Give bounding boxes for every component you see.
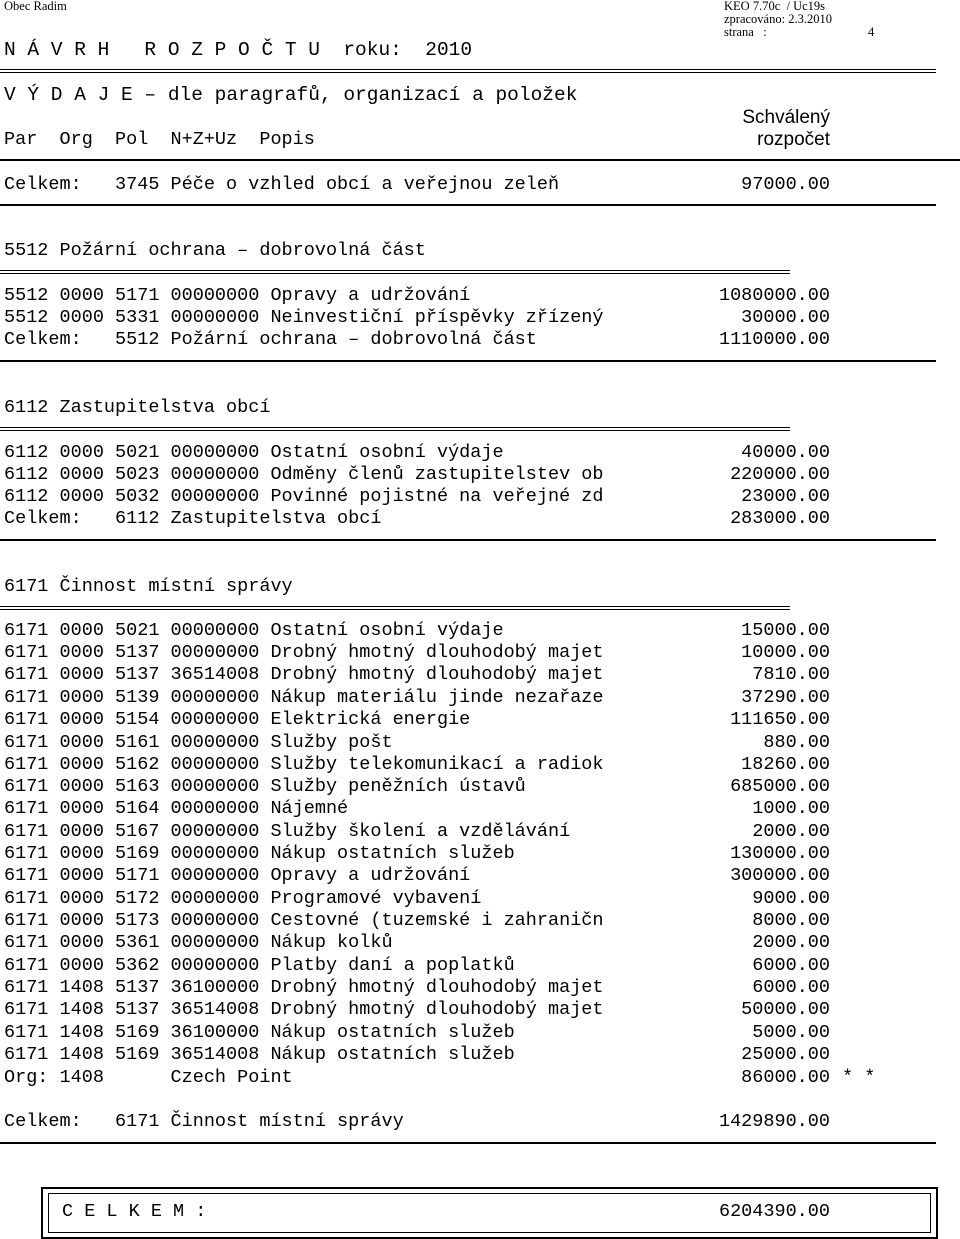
table-row: 6171 0000 5362 00000000 Platby daní a poplatků [4, 955, 515, 976]
grand-total-label: C E L K E M : [62, 1201, 207, 1222]
table-row: 6112 0000 5021 00000000 Ostatní osobní výdaje [4, 442, 504, 463]
section-rule [0, 360, 936, 362]
page-number: 4 [868, 25, 875, 39]
section-total-amount: 283000.00 [730, 508, 830, 529]
section-title-5512: 5512 Požární ochrana – dobrovolná část [4, 240, 426, 261]
section-double-rule [0, 606, 790, 610]
org-name: Obec Radim [4, 0, 67, 13]
report-title: N Á V R H R O Z P O Č T U roku: 2010 [4, 39, 473, 61]
row-amount: 37290.00 [741, 687, 830, 708]
section-total-label: Celkem: 5512 Požární ochrana – dobrovolná část [4, 329, 537, 350]
section-rule [0, 1142, 936, 1144]
table-row: 6112 0000 5032 00000000 Povinné pojistné na veřejné zd [4, 486, 604, 507]
section-total-amount: 1429890.00 [718, 1111, 830, 1132]
row-amount: 30000.00 [741, 307, 830, 328]
section-title-6112: 6112 Zastupitelstva obcí [4, 397, 271, 418]
section-total-label: Celkem: 6171 Činnost místní správy [4, 1111, 404, 1132]
row-amount: 2000.00 [752, 821, 830, 842]
title-double-rule [0, 69, 936, 73]
column-header-approved: Schválený [742, 107, 830, 128]
row-amount: 9000.00 [752, 888, 830, 909]
section-rule [0, 204, 936, 206]
table-row: 6171 1408 5169 36514008 Nákup ostatních služeb [4, 1044, 515, 1065]
row-amount: 880.00 [763, 732, 830, 753]
report-subtitle: V Ý D A J E – dle paragrafů, organizací a položek [4, 84, 578, 106]
header-rule [0, 159, 960, 161]
row-amount: 50000.00 [741, 999, 830, 1020]
page-label: strana : [724, 25, 767, 39]
org-subtotal-amount: 86000.00 [741, 1067, 830, 1088]
row-amount: 220000.00 [730, 464, 830, 485]
table-row: 6171 1408 5169 36100000 Nákup ostatních služeb [4, 1022, 515, 1043]
table-row: 6171 0000 5137 00000000 Drobný hmotný dlouhodobý majet [4, 642, 604, 663]
row-amount: 6000.00 [752, 955, 830, 976]
section-double-rule [0, 427, 790, 431]
prev-total-amount: 97000.00 [741, 174, 830, 195]
table-row: 6171 0000 5171 00000000 Opravy a udržování [4, 865, 471, 886]
table-row: 6171 1408 5137 36514008 Drobný hmotný dlouhodobý majet [4, 999, 604, 1020]
row-amount: 1080000.00 [718, 285, 830, 306]
processed-date: zpracováno: 2.3.2010 [724, 12, 832, 26]
table-row: 6171 0000 5154 00000000 Elektrická energie [4, 709, 471, 730]
org-subtotal-label: Org: 1408 Czech Point [4, 1067, 293, 1088]
table-row: 6171 0000 5361 00000000 Nákup kolků [4, 932, 393, 953]
column-headers: Par Org Pol N+Z+Uz Popis [4, 129, 315, 150]
table-row: 6171 0000 5161 00000000 Služby pošt [4, 732, 393, 753]
column-header-budget: rozpočet [757, 129, 830, 150]
table-row: 6171 0000 5167 00000000 Služby školení a vzdělávání [4, 821, 571, 842]
row-amount: 111650.00 [730, 709, 830, 730]
row-amount: 6000.00 [752, 977, 830, 998]
row-amount: 25000.00 [741, 1044, 830, 1065]
row-amount: 10000.00 [741, 642, 830, 663]
table-row: 6171 0000 5172 00000000 Programové vybavení [4, 888, 482, 909]
row-amount: 685000.00 [730, 776, 830, 797]
row-amount: 8000.00 [752, 910, 830, 931]
row-amount: 130000.00 [730, 843, 830, 864]
row-amount: 23000.00 [741, 486, 830, 507]
table-row: 6171 0000 5137 36514008 Drobný hmotný dlouhodobý majet [4, 664, 604, 685]
row-amount: 15000.00 [741, 620, 830, 641]
section-double-rule [0, 270, 790, 274]
row-amount: 300000.00 [730, 865, 830, 886]
table-row: 6171 0000 5169 00000000 Nákup ostatních služeb [4, 843, 515, 864]
section-total-amount: 1110000.00 [718, 329, 830, 350]
grand-total-amount: 6204390.00 [718, 1201, 830, 1222]
table-row: 6171 0000 5162 00000000 Služby telekomunikací a radiok [4, 754, 604, 775]
row-amount: 18260.00 [741, 754, 830, 775]
table-row: 5512 0000 5331 00000000 Neinvestiční příspěvky zřízený [4, 307, 604, 328]
row-amount: 40000.00 [741, 442, 830, 463]
table-row: 6112 0000 5023 00000000 Odměny členů zastupitelstev ob [4, 464, 604, 485]
section-total-label: Celkem: 6112 Zastupitelstva obcí [4, 508, 382, 529]
row-amount: 1000.00 [752, 798, 830, 819]
row-amount: 5000.00 [752, 1022, 830, 1043]
table-row: 6171 1408 5137 36100000 Drobný hmotný dlouhodobý majet [4, 977, 604, 998]
table-row: 5512 0000 5171 00000000 Opravy a udržování [4, 285, 471, 306]
table-row: 6171 0000 5163 00000000 Služby peněžních ústavů [4, 776, 526, 797]
row-amount: 7810.00 [752, 664, 830, 685]
org-subtotal-mark: * * [842, 1067, 876, 1088]
software-version: KEO 7.70c / Uc19s [724, 0, 826, 13]
table-row: 6171 0000 5139 00000000 Nákup materiálu jinde nezařaze [4, 687, 604, 708]
table-row: 6171 0000 5021 00000000 Ostatní osobní výdaje [4, 620, 504, 641]
section-title-6171: 6171 Činnost místní správy [4, 576, 293, 597]
table-row: 6171 0000 5173 00000000 Cestovné (tuzemské i zahraničn [4, 910, 604, 931]
section-rule [0, 539, 936, 541]
row-amount: 2000.00 [752, 932, 830, 953]
prev-total-label: Celkem: 3745 Péče o vzhled obcí a veřejnou zeleň [4, 174, 560, 195]
table-row: 6171 0000 5164 00000000 Nájemné [4, 798, 349, 819]
